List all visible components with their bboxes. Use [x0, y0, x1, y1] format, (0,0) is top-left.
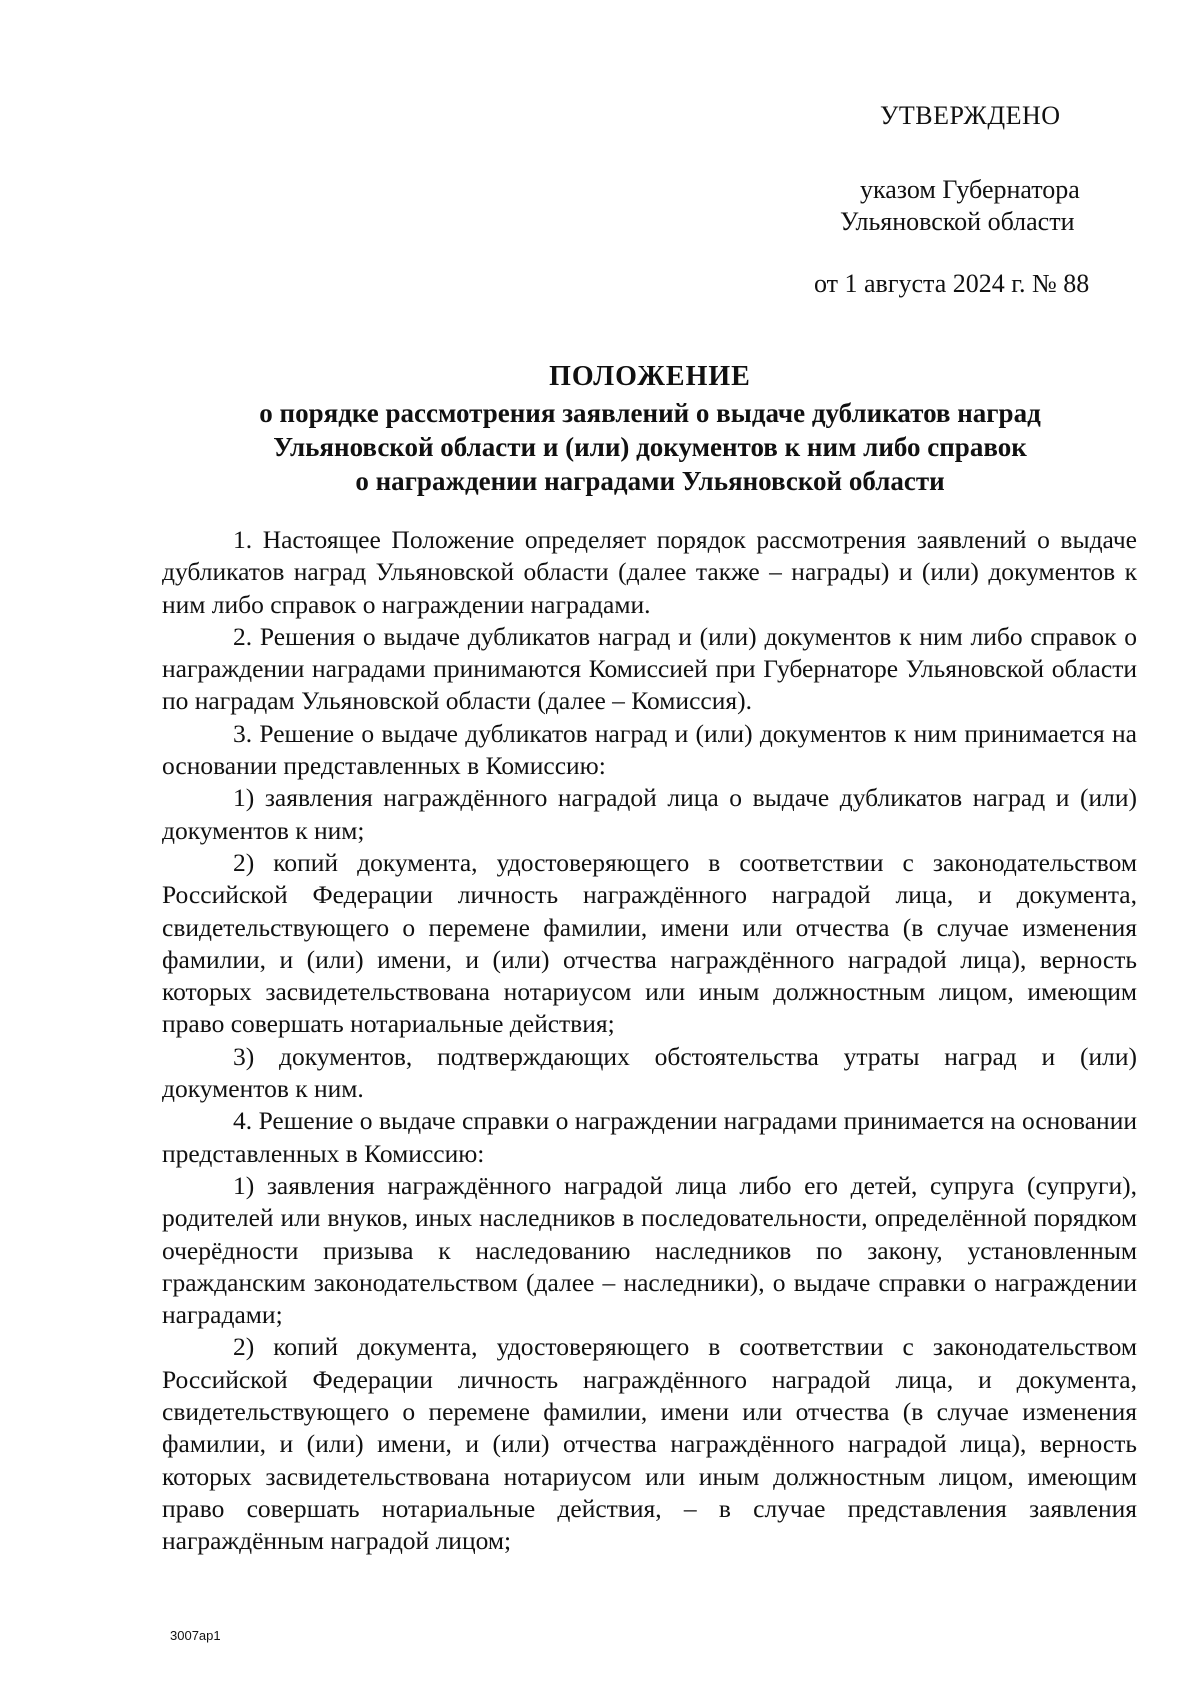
approval-stamp — [814, 100, 1170, 300]
paragraph-2: 2. Решения о выдаче дубликатов наград и (или) документов к ним либо справок о награждении наградами принимаются Комиссией при Губернаторе Ульяновской области по наградам Ульяновской области (далее – Комиссия). — [162, 621, 1137, 716]
approved-label: УТВЕРЖДЕНО — [880, 101, 1061, 130]
footer-code: 3007ap1 — [170, 1628, 221, 1643]
paragraph-3: 3. Решение о выдаче дубликатов наград и (или) документов к ним принимается на основании представленных в Комиссию: — [162, 718, 1137, 781]
title-line-2: Ульяновской области и (или) документов к ним либо справок — [273, 432, 1027, 462]
paragraph-4: 4. Решение о выдаче справки о награждении наградами принимается на основании представленных в Комиссию: — [162, 1106, 1137, 1168]
approved-by: указом Губернатора — [860, 175, 1080, 204]
document-body — [162, 524, 1137, 1558]
paragraph-3-item-2: 2) копий документа, удостоверяющего в соответствии с законодательством Российской Федерации личность награждённого наградой лица, и документа, свидетельствующего о перемене фамилии, имени или отчества (в случае изменения фамилии, и (или) имени, и (или) отчества награждённого наградой лица), верность которых засвидетельствована нотариусом или иным должностным лицом, имеющим право совершать нотариальные действия; — [162, 847, 1137, 1039]
paragraph-4-item-1: 1) заявления награждённого наградой лица либо его детей, супруга (супруги), родителей или внуков, иных наследников в последовательности, определённой порядком очерёдности призыва к наследованию наследников по закону, установленным гражданским законодательством (далее – наследники), о выдаче справки о награждении наградами; — [162, 1170, 1137, 1330]
title-line-3: о награждении наградами Ульяновской области — [355, 466, 945, 496]
document-title — [170, 360, 1130, 498]
title-line-1: о порядке рассмотрения заявлений о выдаче дубликатов наград — [259, 398, 1041, 428]
paragraph-3-item-1: 1) заявления награждённого наградой лица о выдаче дубликатов наград и (или) документов к ним; — [162, 783, 1137, 845]
paragraph-3-item-3: 3) документов, подтверждающих обстоятельства утраты наград и (или) документов к ним. — [162, 1041, 1137, 1104]
paragraph-4-item-2: 2) копий документа, удостоверяющего в соответствии с законодательством Российской Федерации личность награждённого наградой лица, и документа, свидетельствующего о перемене фамилии, имени или отчества (в случае изменения фамилии, и (или) имени, и (или) отчества награждённого наградой лица), верность которых засвидетельствована нотариусом или иным должностным лицом, имеющим право совершать нотариальные действия, – в случае представления заявления награждённым наградой лицом; — [162, 1332, 1137, 1556]
approved-region: Ульяновской области — [840, 207, 1075, 236]
decree-date: от 1 августа 2024 г. № 88 — [814, 269, 1090, 298]
paragraph-1: 1. Настоящее Положение определяет порядок рассмотрения заявлений о выдаче дубликатов наград Ульяновской области (далее также – награды) и (или) документов к ним либо справок о награждении наградами. — [162, 525, 1137, 619]
title-heading: ПОЛОЖЕНИЕ — [549, 361, 751, 392]
